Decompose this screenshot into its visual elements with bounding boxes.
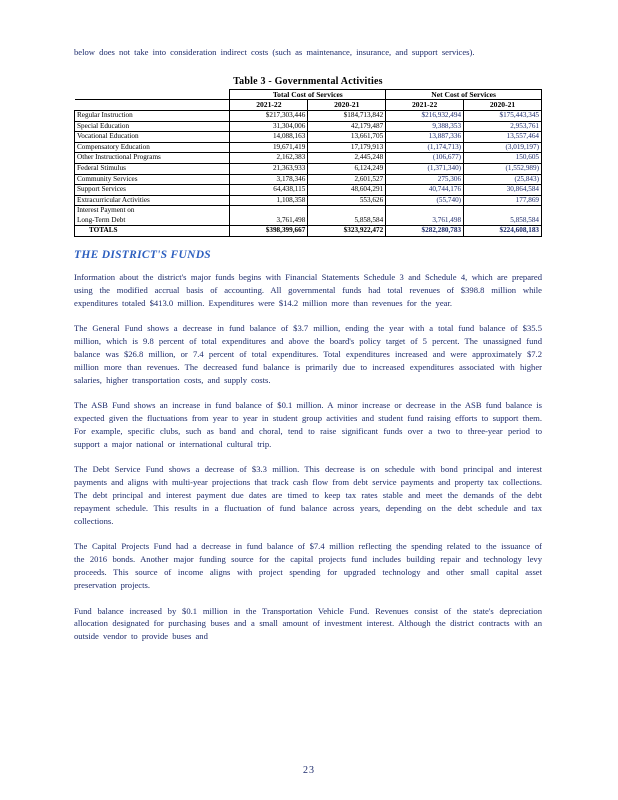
row-label-line: Long-Term Debt <box>77 215 126 224</box>
cell-value: 275,306 <box>386 174 464 185</box>
row-label: Support Services <box>75 185 230 196</box>
totals-row <box>75 226 542 237</box>
cell-value: 31,304,006 <box>230 121 308 132</box>
page-number: 23 <box>303 765 315 776</box>
cell-value: (3,019,197) <box>464 142 542 153</box>
total-value: $323,922,472 <box>308 226 386 237</box>
cell-value: 177,869 <box>464 195 542 206</box>
cell-value: (1,371,340) <box>386 163 464 174</box>
cell-value: 48,604,291 <box>308 185 386 196</box>
row-label <box>75 206 230 226</box>
cell-value: 21,363,933 <box>230 163 308 174</box>
row-label-line: Interest Payment on <box>77 206 135 215</box>
cell-value: $184,713,842 <box>308 110 386 121</box>
total-value: $398,399,667 <box>230 226 308 237</box>
cell-value: 150,605 <box>464 153 542 164</box>
year-header: 2020-21 <box>464 100 542 111</box>
row-label: Other Instructional Programs <box>75 153 230 164</box>
table-corner-cell <box>75 89 230 100</box>
row-label: Federal Stimulus <box>75 163 230 174</box>
cell-value: 2,953,761 <box>464 121 542 132</box>
cell-value: $217,303,446 <box>230 110 308 121</box>
cell-value: 3,761,498 <box>386 206 464 226</box>
cell-value: 13,661,705 <box>308 132 386 143</box>
cell-value: 17,179,913 <box>308 142 386 153</box>
total-value: $224,608,183 <box>464 226 542 237</box>
year-header: 2021-22 <box>230 100 308 111</box>
paragraph: The ASB Fund shows an increase in fund balance of $0.1 million. A minor increase or decrease in the ASB fund balance is expected given the fluctuations from year to year in student group activities and student fund raising efforts to support them. For example, specific clubs, such as band and choral, tend to raise significant funds over a two to three-year period to support a major national or international cultural trip. <box>74 400 542 449</box>
table-row <box>75 132 542 143</box>
table-row <box>75 185 542 196</box>
table-year-header-row <box>75 100 542 111</box>
row-label: Vocational Education <box>75 132 230 143</box>
intro-paragraph: below does not take into consideration indirect costs (such as maintenance, insurance, and support services). <box>74 47 475 57</box>
cell-value: (55,740) <box>386 195 464 206</box>
table-title: Table 3 - Governmental Activities <box>233 75 383 87</box>
paragraph: The Capital Projects Fund had a decrease in fund balance of $7.4 million reflecting the spending related to the issuance of the 2016 bonds. Another major funding source for the capital projects fund includes building repair and technology levy proceeds. This source of income aligns with project spending for upgraded technology and other small capital asset preservation projects. <box>74 541 542 590</box>
paragraph: The General Fund shows a decrease in fund balance of $3.7 million, ending the year with a total fund balance of $35.5 million, which is 9.8 percent of total expenditures and above the board's policy target of 5 percent. The unassigned fund balance was $26.8 million, or 7.4 percent of total expenditures. Total expenditures increased and were approximately $7.2 million more than revenues. The decreased fund balance is primarily due to increased expenditures associated with higher salaries, higher transportation costs, and supply costs. <box>74 323 542 385</box>
cell-value: 3,761,498 <box>230 206 308 226</box>
table-row <box>75 206 542 226</box>
cell-value: (1,552,989) <box>464 163 542 174</box>
row-label: Extracurricular Activities <box>75 195 230 206</box>
total-cost-header: Total Cost of Services <box>230 89 386 100</box>
cell-value: 5,858,584 <box>308 206 386 226</box>
table-row <box>75 195 542 206</box>
cell-value: 553,626 <box>308 195 386 206</box>
cell-value: 42,179,487 <box>308 121 386 132</box>
cell-value: $216,932,494 <box>386 110 464 121</box>
section-heading: THE DISTRICT'S FUNDS <box>74 248 212 261</box>
cell-value: (106,677) <box>386 153 464 164</box>
cell-value: 3,178,346 <box>230 174 308 185</box>
year-header: 2021-22 <box>386 100 464 111</box>
cell-value: 30,864,584 <box>464 185 542 196</box>
cell-value: 5,858,584 <box>464 206 542 226</box>
cell-value: 2,445,248 <box>308 153 386 164</box>
paragraph: Fund balance increased by $0.1 million in the Transportation Vehicle Fund. Revenues consist of the state's depreciation allocation designated for purchasing buses and a small amount of investment interest. Although the district contracts with an outside vendor to provide buses and <box>74 605 542 642</box>
table-row <box>75 174 542 185</box>
year-header: 2020-21 <box>308 100 386 111</box>
row-label: Special Education <box>75 121 230 132</box>
table-corner-cell <box>75 100 230 111</box>
governmental-activities-table <box>74 89 542 237</box>
cell-value: 14,088,163 <box>230 132 308 143</box>
net-cost-header: Net Cost of Services <box>386 89 542 100</box>
cell-value: (25,843) <box>464 174 542 185</box>
cell-value: 13,887,336 <box>386 132 464 143</box>
cell-value: 2,601,527 <box>308 174 386 185</box>
table-group-header-row <box>75 89 542 100</box>
table-row <box>75 121 542 132</box>
row-label: Community Services <box>75 174 230 185</box>
paragraph: Information about the district's major funds begins with Financial Statements Schedule 3 and Schedule 4, which are prepared using the modified accrual basis of accounting. All governmental funds had total revenues of $398.8 million while expenditures totaled $413.0 million. Expenditures were $14.2 million more than revenues for the year. <box>74 271 542 308</box>
cell-value: 6,124,249 <box>308 163 386 174</box>
cell-value: $175,443,345 <box>464 110 542 121</box>
totals-label: TOTALS <box>75 226 230 237</box>
table-row <box>75 142 542 153</box>
cell-value: 13,557,464 <box>464 132 542 143</box>
cell-value: 9,388,353 <box>386 121 464 132</box>
document-page <box>74 46 542 656</box>
total-value: $282,280,783 <box>386 226 464 237</box>
row-label: Regular Instruction <box>75 110 230 121</box>
table-row <box>75 153 542 164</box>
cell-value: 40,744,176 <box>386 185 464 196</box>
cell-value: (1,174,713) <box>386 142 464 153</box>
cell-value: 2,162,383 <box>230 153 308 164</box>
cell-value: 19,671,419 <box>230 142 308 153</box>
table-row <box>75 110 542 121</box>
row-label: Compensatory Education <box>75 142 230 153</box>
paragraph: The Debt Service Fund shows a decrease of $3.3 million. This decrease is on schedule with bond principal and interest payments and aligns with multi-year projections that track cash flow from debt service payments and property tax collections. The debt principal and interest payment due dates are timed to keep tax rates stable and meet the demands of the debt repayment schedule. This results in a fluctuation of fund balance across years, depending on the debt schedule and tax collections. <box>74 464 542 526</box>
cell-value: 64,438,115 <box>230 185 308 196</box>
cell-value: 1,108,358 <box>230 195 308 206</box>
table-row <box>75 163 542 174</box>
